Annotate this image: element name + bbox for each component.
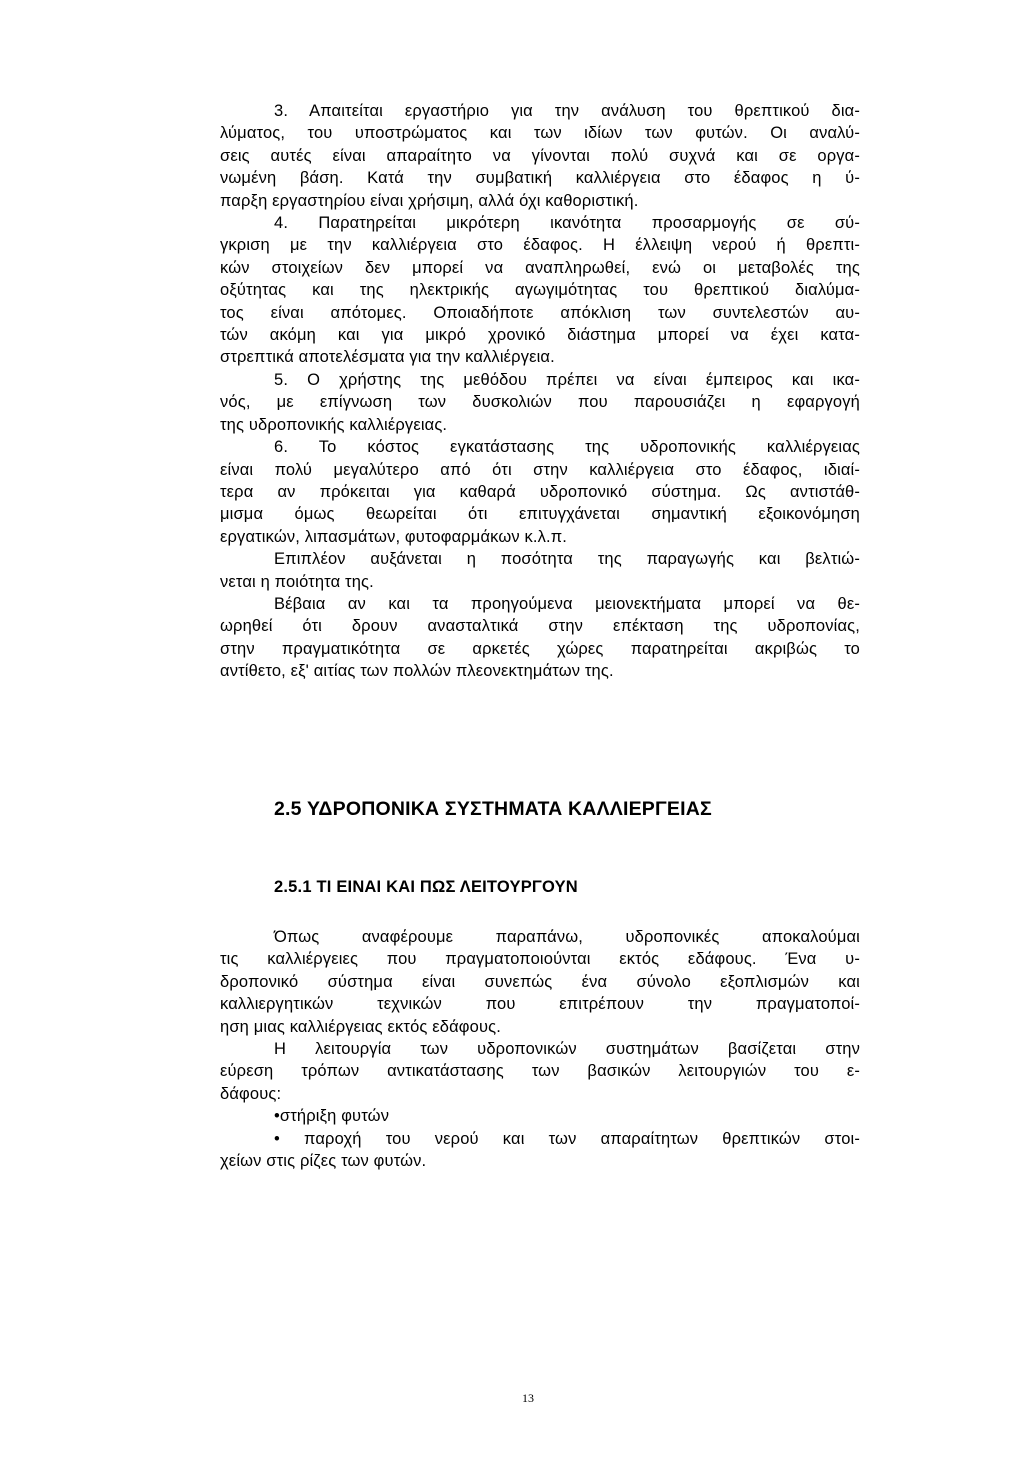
text-line: αντίθετο, εξ' αιτίας των πολλών πλεονεκτημάτων της. (220, 662, 614, 681)
text-line: καλλιεργητικών τεχνικών που επιτρέπουν την πραγματοποί- (220, 995, 860, 1014)
text-line: τερα αν πρόκειται για καθαρά υδροπονικό σύστημα. Ως αντιστάθ- (220, 482, 860, 501)
text-line: είναι πολύ μεγαλύτερο από ότι στην καλλιέργεια στο έδαφος, ιδιαί- (220, 460, 860, 479)
text-line: δάφους: (220, 1084, 282, 1103)
text-line: 5. Ο χρήστης της μεθόδου πρέπει να είναι έμπειρος και ικα- (274, 370, 860, 389)
text-line: εύρεση τρόπων αντικατάστασης των βασικών λειτουργιών του ε- (220, 1062, 860, 1081)
text-line: στην πραγματικότητα σε αρκετές χώρες παρατηρείται ακριβώς το (220, 639, 860, 658)
text-line: Βέβαια αν και τα προηγούμενα μειονεκτήματα μπορεί να θε- (274, 594, 860, 613)
text-line: γκριση με την καλλιέργεια στο έδαφος. Η έλλειψη νερού ή θρεπτι- (220, 236, 860, 255)
text-line: μισμα όμως θεωρείται ότι επιτυγχάνεται σημαντική εξοικονόμηση (220, 505, 860, 524)
text-line: λύματος, του υποστρώματος και των ιδίων των φυτών. Οι αναλύ- (220, 124, 860, 143)
page-number: 13 (522, 1391, 534, 1405)
text-line: Όπως αναφέρουμε παραπάνω, υδροπονικές αποκαλούμαι (274, 928, 860, 946)
list-item: • παροχή του νερού και των απαραίτητων θρεπτικών στοι- (274, 1129, 860, 1148)
text-line: οξύτητας και της ηλεκτρικής αγωγιμότητας του θρεπτικού διαλύμα- (220, 281, 860, 300)
text-line: νεται η ποιότητα της. (220, 572, 374, 591)
text-line: σεις αυτές είναι απαραίτητο να γίνονται πολύ συχνά και σε οργα- (220, 146, 860, 165)
text-line: κών στοιχείων δεν μπορεί να αναπληρωθεί, ενώ οι μεταβολές της (220, 258, 860, 277)
text-line: Η λειτουργία των υδροπονικών συστημάτων βασίζεται στην (274, 1040, 860, 1059)
text-line: τος είναι απότομες. Οποιαδήποτε απόκλιση των συντελεστών αυ- (220, 303, 860, 322)
text-line: νωμένη βάση. Κατά την συμβατική καλλιέργεια στο έδαφος η ύ- (220, 169, 860, 188)
text-line: εργατικών, λιπασμάτων, φυτοφαρμάκων κ.λ.π. (220, 527, 568, 546)
section-heading: 2.5 ΥΔΡΟΠΟΝΙΚΑ ΣΥΣΤΗΜΑΤΑ ΚΑΛΛΙΕΡΓΕΙΑΣ (274, 798, 712, 820)
text-line: στρεπτικά αποτελέσματα για την καλλιέργεια. (220, 348, 555, 367)
text-line: παρξη εργαστηρίου είναι χρήσιμη, αλλά όχι καθοριστική. (220, 191, 639, 210)
text-line: της υδροπονικής καλλιέργειας. (220, 415, 448, 434)
subsection-heading: 2.5.1 ΤΙ ΕΙΝΑΙ ΚΑΙ ΠΩΣ ΛΕΙΤΟΥΡΓΟΥΝ (274, 878, 578, 896)
text-line: Επιπλέον αυξάνεται η ποσότητα της παραγωγής και βελτιώ- (274, 550, 860, 569)
text-line: χείων στις ρίζες των φυτών. (220, 1152, 427, 1171)
text-line: ωρηθεί ότι δρουν ανασταλτικά στην επέκταση της υδροπονίας, (220, 617, 860, 636)
list-item: •στήριξη φυτών (274, 1107, 390, 1126)
body-text-bottom (220, 926, 860, 1172)
text-line: νός, με επίγνωση των δυσκολιών που παρουσιάζει η εφαργογή (220, 393, 860, 412)
text-line: 6. Το κόστος εγκατάστασης της υδροπονικής καλλιέργειας (274, 438, 860, 457)
text-line: ηση μιας καλλιέργειας εκτός εδάφους. (220, 1017, 501, 1036)
text-line: δροπονικό σύστημα είναι συνεπώς ένα σύνολο εξοπλισμών και (220, 972, 860, 991)
body-text-top (220, 100, 860, 683)
text-line: 4. Παρατηρείται μικρότερη ικανότητα προσαρμογής σε σύ- (274, 214, 860, 233)
text-line: 3. Απαιτείται εργαστήριο για την ανάλυση του θρεπτικού δια- (274, 102, 860, 120)
text-line: τις καλλιέργειες που πραγματοποιούνται εκτός εδάφους. Ένα υ- (220, 950, 860, 969)
text-line: τών ακόμη και για μικρό χρονικό διάστημα μπορεί να έχει κατα- (220, 326, 860, 345)
